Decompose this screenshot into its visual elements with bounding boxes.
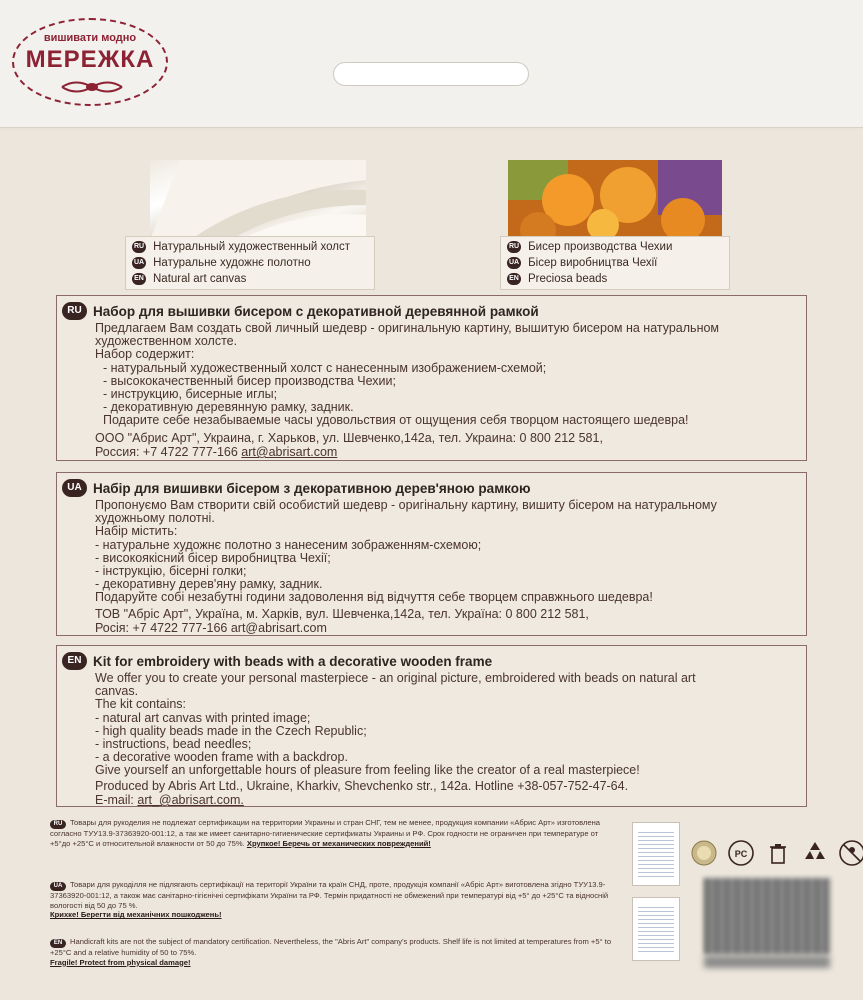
caption-row [132,255,368,271]
caption-row [507,239,723,255]
caption-text: Натуральне художнє полотно [153,257,311,269]
body-line: - високоякісний бісер виробництва Чехії; [95,550,331,565]
body-line: - натуральный художественный холст с нанесенным изображением-схемой; [103,360,547,375]
body-line: - instructions, bead needles; [95,737,252,752]
fineprint-en [50,937,620,967]
contact-line: ООО "Абрис Арт", Украина, г. Харьков, ул. Шевченко,142а, тел. Украина: 0 800 212 581, [95,431,603,445]
body-line: Предлагаем Вам создать свой личный шедевр - оригинальную картину, вышитую бисером на натуральном [95,321,720,335]
fineprint-warning: Fragile! Protect from physical damage! [50,957,191,967]
lang-badge: EN [507,273,521,285]
fineprint-warning: Хрупкое! Беречь от механических повреждений! [246,838,431,848]
section-title: Набір для вишивки бісером з декоративною дерев'яною рамкою [93,481,531,496]
logo-brand: МЕРЕЖКА [25,46,155,73]
caption-text: Preciosa beads [528,273,608,285]
body-line: Набор содержит: [95,347,195,362]
section-ru [56,295,807,461]
certificate-thumbnail [632,897,680,961]
caption-row [132,271,368,287]
body-line: Пропонуємо Вам створити свій особистий шедевр - оригінальну картину, вишиту бісером на натуральному [95,498,717,512]
lang-badge: RU [50,820,66,829]
section-contact [95,607,794,635]
contact-phone: Россия: +7 4722 777-166 [95,445,242,459]
hang-slot [333,62,529,86]
recycle-icon [801,839,829,867]
certificate-thumbnail [632,822,680,886]
fineprint-warning: Крихке! Берегти від механічних пошкоджень! [50,910,222,920]
beads-caption [500,236,730,290]
brand-logo [12,18,168,106]
contact-line [95,621,794,635]
body-line: Give yourself an unforgettable hours of pleasure from feeling like the creator of a real masterpiece! [95,763,640,778]
thread-skein-icon [60,78,124,96]
lang-badge: UA [50,882,66,891]
body-line: - a decorative wooden frame with a backdrop. [95,750,348,765]
body-line: - high quality beads made in the Czech Republic; [95,723,367,738]
body-line: - высококачественный бисер производства Чехии; [103,373,396,388]
body-line: - декоративную деревянную рамку, задник. [103,400,354,415]
logo-tagline: вишивати модно [43,32,137,44]
fineprint-text: Товары для рукоделия не подлежат сертификации на территории Украины и стран СНГ, тем не менее, продукция компании «Абрис Арт» изготовлена согласно ТУУ13.9-37363920-001:12, а так же имеет санитарно-гигиенические сертификаты Украины и РФ. Срок годности не ограничен при температуре от +5°до +25°С и относительной влажности от 50 до 75%. [50,818,601,848]
email-link[interactable]: art@abrisart.com [230,621,327,635]
section-title: Kit for embroidery with beads with a decorative wooden frame [93,654,493,669]
package-header-strip [0,0,863,128]
caption-row [507,255,723,271]
contact-line [95,793,794,807]
caption-text: Бісер виробництва Чехії [528,257,658,269]
email-link[interactable]: art_@abrisart.com. [137,793,244,807]
trash-bin-icon [764,839,792,867]
body-line: - інструкцію, бісерні голки; [95,564,247,579]
lang-badge-ua: UA [62,479,87,497]
section-title: Набор для вышивки бисером с декоративной деревянной рамкой [93,304,539,319]
contact-phone: Росія: +7 4722 777-166 [95,621,231,635]
lang-badge-ru: RU [62,302,87,320]
section-contact [95,779,794,807]
body-line: We offer you to create your personal masterpiece - an original picture, embroidered with beads on natural art [95,671,696,685]
fineprint-text: Handicraft kits are not the subject of mandatory certification. Nevertheless, the "Abris Art" company's products. Shelf life is not limited at temperatures from +5° to +25°C and a relative humidity of 50 to 75%. [50,937,612,957]
compliance-icons [690,838,863,868]
svg-text:PC: PC [734,849,748,859]
lang-badge-en: EN [62,652,87,670]
canvas-caption [125,236,375,290]
body-line: художественном холсте. [95,334,238,349]
lang-badge: UA [132,257,146,269]
caption-row [507,271,723,287]
section-body [95,672,794,778]
beads-photo [508,160,722,240]
body-line: - натуральне художнє полотно з нанесеним зображенням-схемою; [95,537,482,552]
email-link[interactable]: art@abrisart.com [241,445,338,459]
body-line: - natural art canvas with printed image; [95,710,311,725]
section-contact [95,431,794,459]
barcode [704,878,830,954]
caption-row [132,239,368,255]
lang-badge: RU [507,241,521,253]
contact-line: Produced by Abris Art Ltd., Ukraine, Kharkiv, Shevchenko str., 142a. Hotline +38-057-752-47-64. [95,779,629,793]
body-line: - инструкцию, бисерные иглы; [103,387,278,402]
body-line: canvas. [95,684,139,699]
contact-line: ТОВ "Абріс Арт", Україна, м. Харків, вул. Шевченка,142а, тел. Україна: 0 800 212 581, [95,607,589,621]
body-line: Подарите себе незабываемые часы удовольствия от ощущения себя творцом настоящего шедевра! [103,413,689,428]
lang-badge: UA [507,257,521,269]
caption-text: Natural art canvas [153,273,247,285]
no-children-icon [838,839,863,867]
lang-badge: EN [50,939,66,948]
caption-text: Бисер производства Чехии [528,241,673,253]
section-body [95,322,794,428]
body-line: Набір містить: [95,524,178,539]
lang-badge: RU [132,241,146,253]
body-line: Подаруйте собі незабутні години задоволення від відчуття себе творцем справжнього шедевра! [95,590,653,605]
fineprint-text: Товари для рукоділля не підлягають сертифікації на території України та країн СНД, проте, продукція компанії «Абріс Арт» виготовлена згідно ТУУ13.9-37363920-001:12, а також має санітарно-гігієнічні сертифікати України та РФ. Термін придатності не обмежений при температурі від +5° до +25°С та відносній вологості від 50 до 75 %. [50,880,609,910]
section-en [56,645,807,807]
pct-mark-icon [727,839,755,867]
fineprint-ru [50,818,610,848]
body-line: - декоративну дерев'яну рамку, задник. [95,577,323,592]
contact-line [95,445,794,459]
contact-email-label: E-mail: [95,793,138,807]
body-line: художньому полотні. [95,511,215,526]
quality-seal-icon [690,839,718,867]
section-body [95,499,794,605]
caption-text: Натуральный художественный холст [153,241,350,253]
canvas-photo [150,160,366,240]
fineprint-ua [50,880,615,920]
section-ua [56,472,807,636]
body-line: The kit contains: [95,697,187,712]
lang-badge: EN [132,273,146,285]
